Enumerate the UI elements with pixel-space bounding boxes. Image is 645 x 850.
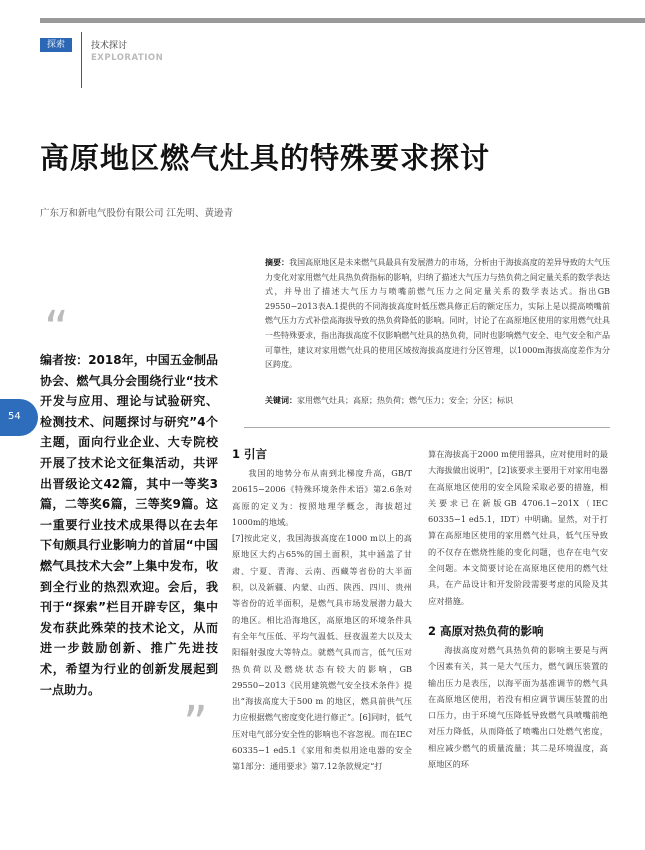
header-bar	[40, 18, 645, 23]
abstract	[265, 255, 610, 373]
body-column-left	[232, 446, 412, 775]
header-divider	[81, 32, 82, 88]
paragraph: 我国的地势分布从南到北梯度升高，GB/T 20615−2006《特殊环境条件术语》第2.6条对高原的定义为：按照地理学概念，海拔超过1000m的地域。	[232, 468, 412, 527]
paragraph: 算在海拔高于2000 m使用器具，应对使用时的最大海拔做出说明”，[2]该要求主要用于对家用电器在高原地区使用的安全风险采取必要的措施，相关要求已在新版GB 4706.1−201X（IEC 60335−1 ed5.1，IDT）中明确。显然，对于打算在高原地区使用的家用燃气灶具，低气压导致的不仅存在燃烧性能的变化问题，也存在电气安全问题。本文简要讨论在高原地区使用的燃气灶具，在产品设计和开发阶段需要考虑的风险及其应对措施。	[428, 449, 608, 606]
keywords-text: 家用燃气灶具；高原；热负荷；燃气压力；安全；分区；标识	[297, 396, 513, 405]
keywords-label: 关键词：	[265, 395, 297, 405]
keywords	[265, 395, 610, 406]
close-quote-icon: ”	[183, 696, 208, 752]
editor-note: 编者按：2018年，中国五金制品协会、燃气具分会围绕行业“技术开发与应用、理论与试验研究、检测技术、问题探讨与研究”4个主题，面向行业企业、大专院校开展了技术论文征集活动，共评出晋级论文42篇，其中一等奖3篇，二等奖6篇，三等奖9篇。这一重要行业技术成果得以在去年下旬颇具行业影响力的首届“中国燃气具技术大会”上集中发布，收到全行业的热烈欢迎。会后，我刊于“探索”栏目开辟专区，集中发布获此殊荣的技术论文，从而进一步鼓励创新、推广先进技术，希望为行业的创新发展起到一点助力。	[40, 353, 218, 697]
section-tag: 探索	[40, 38, 72, 52]
article-authors: 广东万和新电气股份有限公司 江先明、黄逊青	[40, 208, 234, 219]
section-heading-heat-load: 2 高原对热负荷的影响	[428, 623, 544, 638]
category-cn: 技术探讨	[91, 41, 128, 51]
paragraph: 海拔高度对燃气具热负荷的影响主要是与两个因素有关，其一是大气压力，燃气调压装置的输出压力是表压，以海平面为基准调节的燃气具在高原地区使用，若没有相应调节调压装置的出口压力，由于环境气压降低导致燃气具喷嘴前绝对压力降低，从而降低了喷嘴出口处燃气密度，相应减少燃气的质量流量；其二是环境温度，高原地区的环	[428, 644, 608, 770]
article-title: 高原地区燃气灶具的特殊要求探讨	[40, 141, 491, 175]
body-column-right	[428, 446, 608, 772]
abstract-label: 摘要：	[265, 257, 290, 267]
category-en: EXPLORATION	[91, 53, 164, 63]
paragraph: [7]按此定义，我国海拔高度在1000 m以上的高原地区大约占65%的国土面积，其中涵盖了甘肃、宁夏、青海、云南、西藏等省份的大半面积，以及新疆、内蒙、山西、陕西、四川、贵州等省份的近半面积，是燃气具市场发展潜力最大的地区。相比沿海地区，高原地区的环境条件具有全年气压低、平均气温低、昼夜温差大以及太阳辐射强度大等特点。就燃气具而言，低气压对热负荷以及燃烧状态有较大的影响，GB 29550−2013《民用建筑燃气安全技术条件》提出“海拔高度大于500 m 的地区，燃具前供气压力应根据燃气密度变化进行修正”。[6]同时，低气压对电气部分安全性的影响也不容忽视。而在IEC 60335−1 ed5.1《家用和类似用途电器的安全 第1部分：通用要求》第7.12条款规定“打	[232, 533, 412, 772]
abstract-text: 我国高原地区是未来燃气具最具有发展潜力的市场，分析由于海拔高度的差异导致的大气压力变化对家用燃气灶具热负荷指标的影响，归纳了描述大气压力与热负荷之间定量关系的数学表达式，并导出了描述大气压力与喷嘴前燃气压力之间定量关系的数学表达式。指出GB 29550−2013表A.1提供的不同海拔高度时低压燃具修正后的额定压力，实际上是以提高喷嘴前燃气压力方式补偿高海拔导致的热负荷降低的影响。同时，讨论了在高原地区使用的家用燃气灶具一些特殊要求，指出海拔高度不仅影响燃气灶具的热负荷，同时也影响燃气安全、电气安全和产品可靠性，建议对家用燃气灶具的使用区域按海拔高度进行分区管理，以1000m海拔高度差作为分区跨度。	[265, 258, 611, 370]
abstract-separator	[244, 427, 610, 428]
section-heading-intro: 1 引言	[232, 447, 268, 461]
page-number: 54	[8, 411, 21, 422]
open-quote-icon: “	[44, 301, 69, 357]
